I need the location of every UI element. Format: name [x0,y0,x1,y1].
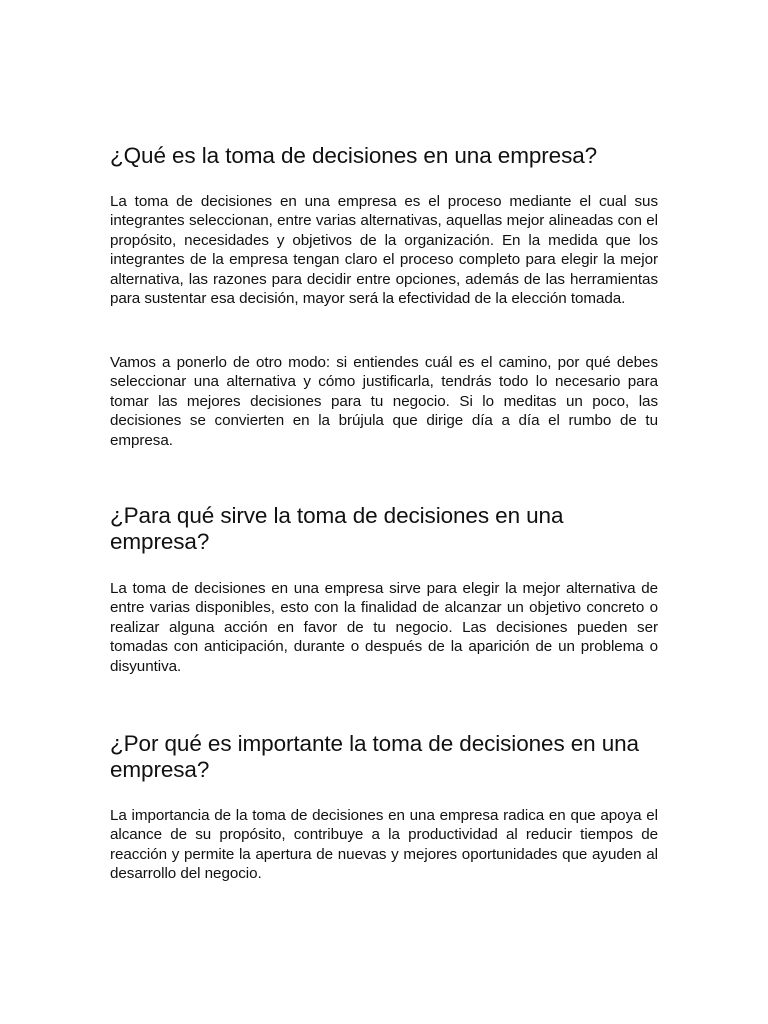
section-paragraph-another-way: Vamos a ponerlo de otro modo: si entiendes cuál es el camino, por qué debes seleccionar una alternativa y cómo justificarla, tendrás todo lo necesario para tomar las mejores decisiones para tu negocio. Si lo meditas un poco, las decisiones se convierten en la brújula que dirige día a día el rumbo de tu empresa. [110,354,658,449]
section-heading-what-is: ¿Qué es la toma de decisiones en una empresa? [110,143,598,168]
section-paragraph-purpose: La toma de decisiones en una empresa sirve para elegir la mejor alternativa de entre varias disponibles, esto con la finalidad de alcanzar un objetivo concreto o realizar alguna acción en favor de tu negocio. Las decisiones pueden ser tomadas con anticipación, durante o después de la aparición de un problema o disyuntiva. [110,580,658,675]
section-heading-importance: ¿Por qué es importante la toma de decisiones en una empresa? [110,731,639,782]
section-heading-purpose: ¿Para qué sirve la toma de decisiones en una empresa? [110,503,564,554]
section-paragraph-importance: La importancia de la toma de decisiones en una empresa radica en que apoya el alcance de su propósito, contribuye a la productividad al reducir tiempos de reacción y permite la apertura de nuevas y mejores oportunidades que ayuden al desarrollo del negocio. [110,807,658,883]
section-paragraph-definition: La toma de decisiones en una empresa es el proceso mediante el cual sus integrantes seleccionan, entre varias alternativas, aquellas mejor alineadas con el propósito, necesidades y objetivos de la organización. En la medida que los integrantes de la empresa tengan claro el proceso completo para elegir la mejor alternativa, las razones para decidir entre opciones, además de las herramientas para sustentar esa decisión, mayor será la efectividad de la elección tomada. [110,193,658,308]
